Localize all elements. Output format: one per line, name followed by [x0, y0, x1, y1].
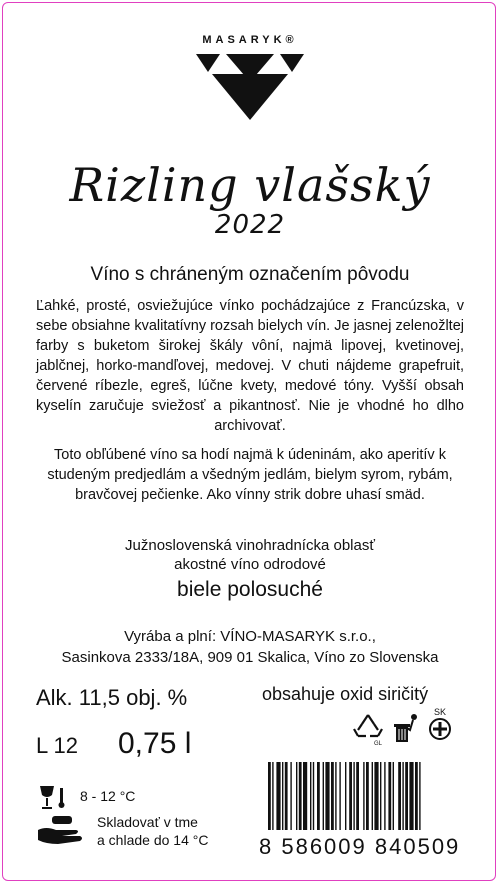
wine-description: Ľahké, prosté, osviežujúce vínko pochádzajúce z Francúzska, v sebe obsiahne kvalitatívny rozsah bielych vín. Je jasnej zelenožltej farby s buketom širokej škály vôní, najmä lipovej, kvetinovej, jablčnej, horko-mandľovej, medovej. V chuti nájdeme grapefruit, červené ríbezle, egreš, lúčne kvety, medové tóny. Vyšší obsah kyselín zaručuje sviežosť a pikantnosť. Nie je vhodné ho dlho archivovať.: [36, 298, 464, 434]
storage-instructions: [97, 813, 208, 849]
alcohol-content: Alk. 11,5 obj. %: [36, 685, 188, 710]
vintage-year: 2022: [214, 210, 286, 240]
sk-recycle-icon: SK: [428, 707, 452, 741]
wine-style: biele polosuché: [177, 578, 323, 601]
wine-title: Rizling vlašský: [69, 158, 431, 212]
producer-line-2: Sasinkova 2333/18A, 909 01 Skalica, Víno zo Slovenska: [61, 649, 439, 666]
storage-line-2: a chlade do 14 °C: [97, 832, 209, 848]
brand-logo: [194, 52, 306, 122]
bin-disposal-icon: [392, 712, 422, 746]
lot-number: L 12: [36, 733, 79, 758]
producer-line-1: Vyrába a plní: VÍNO-MASARYK s.r.o.,: [124, 628, 376, 645]
wine-quality: akostné víno odrodové: [174, 556, 326, 573]
serving-temperature: 8 - 12 °C: [80, 788, 136, 804]
barcode: [266, 762, 466, 832]
wine-glass-icon: [36, 784, 72, 812]
food-pairing: Toto obľúbené víno sa hodí najmä k údeninám, ako aperitív k studeným predjedlám a všedným jedlám, bielym syrom, rybám, bravčovej pečienke. Ako vínny strik dobre uhasí smäd.: [47, 447, 453, 503]
recycle-icon: [352, 712, 384, 746]
storage-line-1: Skladovať v tme: [97, 814, 198, 830]
bottle-volume: 0,75 l: [118, 727, 192, 760]
wine-region: Južnoslovenská vinohradnícka oblasť: [125, 537, 375, 554]
origin-designation: Víno s chráneným označením pôvodu: [90, 264, 410, 285]
svg-text:GL: GL: [374, 741, 383, 746]
brand-name: MASARYK®: [202, 34, 298, 46]
storage-hand-icon: [36, 814, 88, 848]
barcode-number: 8 586009 840509: [259, 834, 461, 859]
sulfite-warning: obsahuje oxid siričitý: [262, 684, 429, 704]
